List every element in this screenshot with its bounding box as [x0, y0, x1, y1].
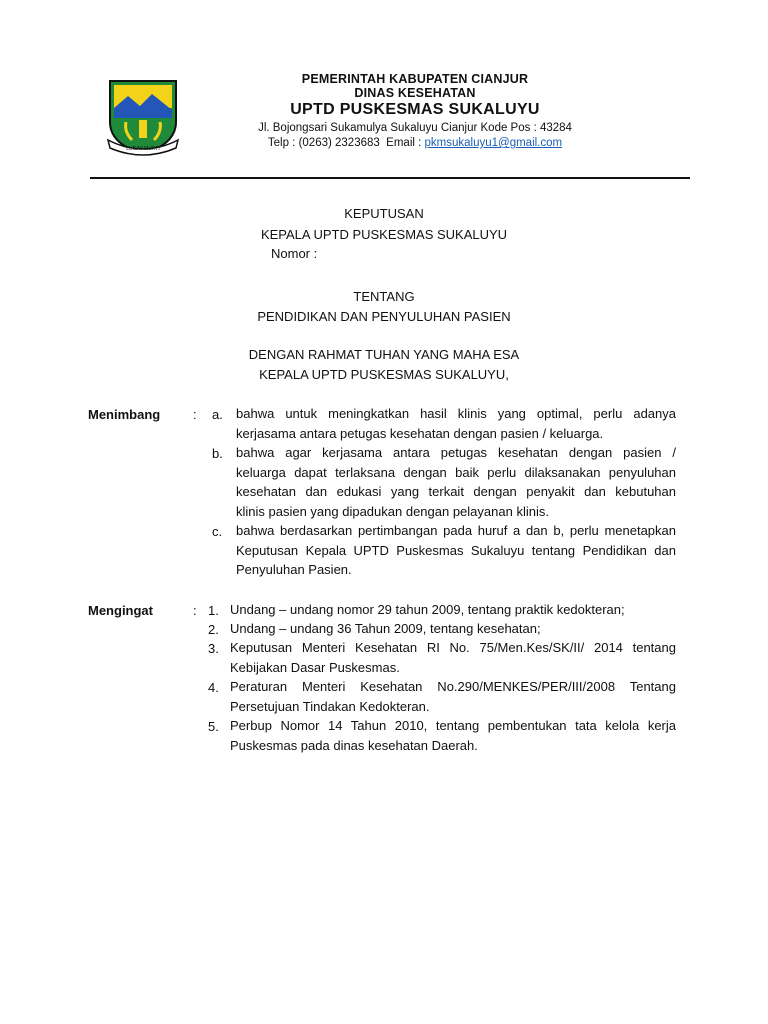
- list-line: Undang – undang nomor 29 tahun 2009, tentang praktik kedokteran;: [230, 602, 625, 617]
- list-line: kerjasama antara petugas kesehatan dengan pasien / keluarga.: [236, 425, 604, 441]
- mengingat-item-1: [230, 600, 676, 620]
- menimbang-item-c: [236, 521, 676, 580]
- list-line: bahwa agar kerjasama antara petugas kesehatan dengan pasien /: [236, 445, 676, 460]
- mengingat-marker-4: 4.: [208, 680, 219, 695]
- decree-issuer: KEPALA UPTD PUSKESMAS SUKALUYU: [260, 227, 508, 242]
- list-line: Keputusan Menteri Kesehatan RI No. 75/Men.Kes/SK/II/ 2014 tentang: [230, 640, 676, 655]
- mengingat-item-4: [230, 677, 676, 716]
- menimbang-marker-c: c.: [212, 524, 223, 539]
- decree-number-label: Nomor :: [271, 246, 318, 261]
- mengingat-colon: :: [193, 603, 197, 618]
- list-line: Undang – undang 36 Tahun 2009, tentang kesehatan;: [230, 621, 541, 636]
- mengingat-item-2: [230, 619, 676, 639]
- list-line: kesehatan dan edukasi yang terkait dengan penyakit dan kebutuhan: [236, 484, 676, 499]
- letterhead-department: DINAS KESEHATAN: [354, 86, 476, 100]
- tentang-label: TENTANG: [353, 289, 415, 304]
- email-link[interactable]: pkmsukaluyu1@gmail.com: [424, 137, 563, 149]
- menimbang-colon: :: [193, 407, 197, 422]
- mengingat-marker-2: 2.: [208, 622, 219, 637]
- decree-heading: KEPUTUSAN: [344, 206, 424, 221]
- menimbang-item-a: [236, 404, 676, 443]
- list-line: Puskesmas pada dinas kesehatan Daerah.: [230, 737, 478, 753]
- mengingat-item-3: [230, 638, 676, 677]
- mengingat-marker-5: 5.: [208, 719, 219, 734]
- logo-motto: LUGAY MUKTI: [126, 146, 160, 152]
- list-line: Perbup Nomor 14 Tahun 2010, tentang pembentukan tata kelola kerja: [230, 718, 676, 733]
- decree-subject: PENDIDIKAN DAN PENYULUHAN PASIEN: [257, 309, 511, 324]
- list-line: bahwa berdasarkan pertimbangan pada huruf a dan b, perlu menetapkan: [236, 523, 676, 538]
- menimbang-label: Menimbang: [88, 407, 161, 422]
- letterhead-contact: [200, 136, 630, 150]
- letterhead-phone: Telp : (0263) 2323683 Email :: [267, 137, 425, 149]
- letterhead-divider: [90, 177, 690, 179]
- menimbang-marker-b: b.: [212, 446, 223, 461]
- letterhead-institution: UPTD PUSKESMAS SUKALUYU: [290, 101, 540, 118]
- mengingat-marker-1: 1.: [208, 603, 219, 618]
- mengingat-item-5: [230, 716, 676, 755]
- letterhead-government: PEMERINTAH KABUPATEN CIANJUR: [301, 72, 529, 86]
- letterhead: [200, 72, 630, 150]
- mengingat-label: Mengingat: [88, 603, 153, 618]
- list-line: Keputusan Kepala UPTD Puskesmas Sukaluyu tentang Pendidikan dan: [236, 542, 676, 558]
- menimbang-item-b: [236, 443, 676, 521]
- list-line: Penyuluhan Pasien.: [236, 562, 352, 577]
- list-line: Kebijakan Dasar Puskesmas.: [230, 659, 400, 675]
- issuer-line: KEPALA UPTD PUSKESMAS SUKALUYU,: [259, 367, 509, 382]
- cianjur-emblem-logo: [106, 78, 180, 156]
- list-line: Persetujuan Tindakan Kedokteran.: [230, 698, 430, 714]
- list-line: keluarga dapat terlaksana dengan baik perlu dilaksanakan penyuluhan: [236, 464, 676, 480]
- list-line: Peraturan Menteri Kesehatan No.290/MENKES/PER/III/2008 Tentang: [230, 679, 676, 694]
- list-line: klinis pasien yang dipadukan dengan pelayanan klinis.: [236, 503, 549, 519]
- list-line: bahwa untuk meningkatkan hasil klinis yang optimal, perlu adanya: [236, 406, 676, 421]
- menimbang-marker-a: a.: [212, 407, 223, 422]
- rahmat-line: DENGAN RAHMAT TUHAN YANG MAHA ESA: [248, 347, 520, 362]
- mengingat-marker-3: 3.: [208, 641, 219, 656]
- letterhead-address: Jl. Bojongsari Sukamulya Sukaluyu Cianjur Kode Pos : 43284: [258, 122, 572, 134]
